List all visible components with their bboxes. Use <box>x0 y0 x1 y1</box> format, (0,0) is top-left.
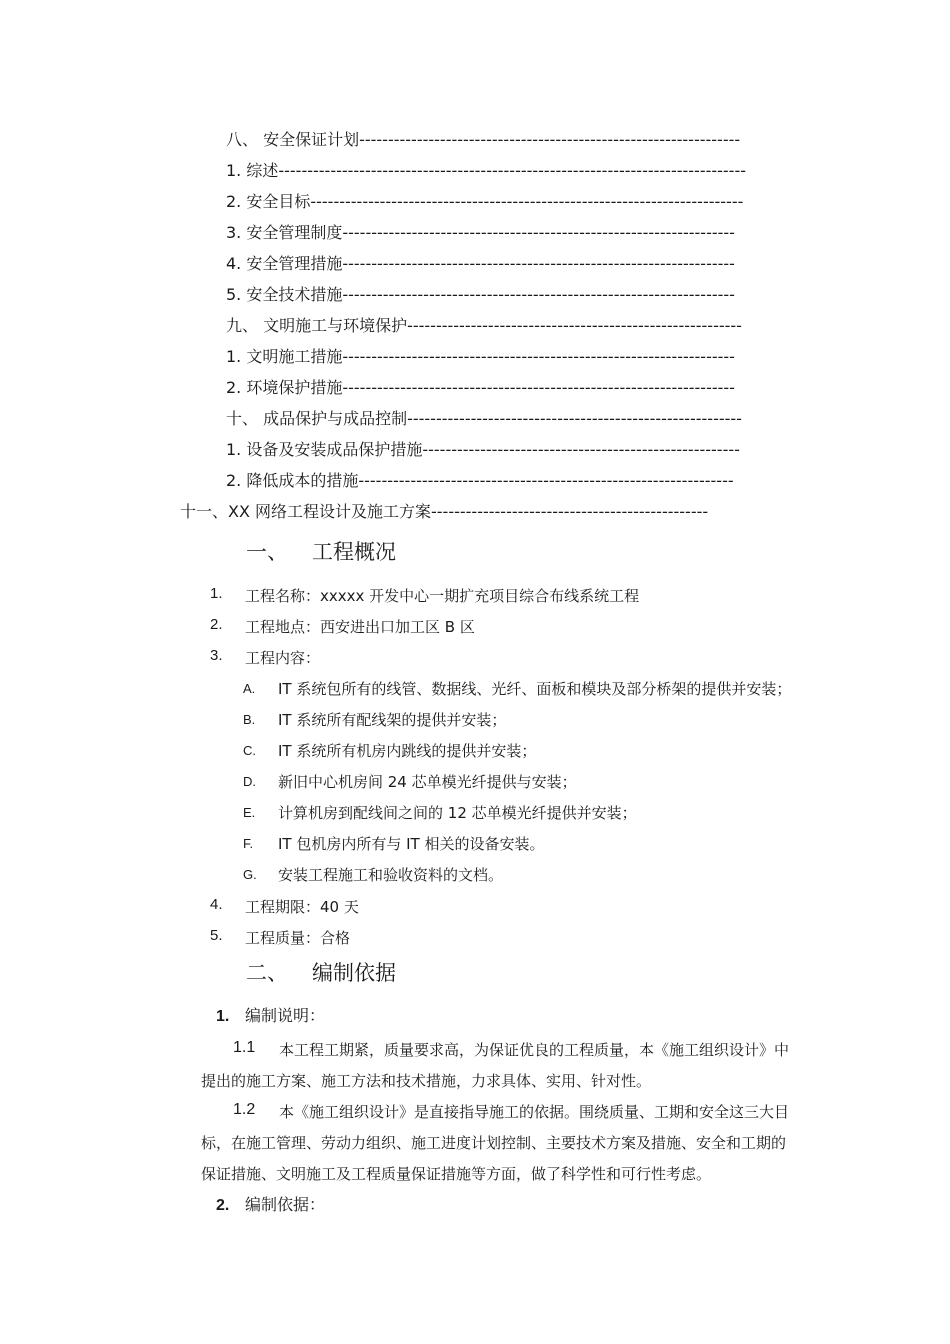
toc-item-9-2: 2. 环境保护措施-------------------------------------------------------------------- <box>226 378 735 397</box>
item-4-number: 4. <box>210 896 223 913</box>
para-1-2-line3: 保证措施、文明施工及工程质量保证措施等方面，做了科学性和可行性考虑。 <box>201 1165 712 1183</box>
subitem-f-text: IT 包机房内所有与 IT 相关的设备安装。 <box>278 835 545 853</box>
subitem-c-letter: C. <box>243 743 256 758</box>
subitem-g-text: 安装工程施工和验收资料的文档。 <box>278 866 504 884</box>
subitem-a-text: IT 系统包所有的线管、数据线、光纤、面板和模块及部分桥架的提供并安装； <box>278 680 792 698</box>
para-1-1-line1: 本工程工期紧，质量要求高，为保证优良的工程质量，本《施工组织设计》中 <box>279 1041 790 1059</box>
para-1-1-number: 1.1 <box>233 1039 256 1056</box>
toc-item-8-3: 3. 安全管理制度-------------------------------------------------------------------- <box>226 223 735 242</box>
para-1-2-line2: 标，在施工管理、劳动力组织、施工进度计划控制、主要技术方案及措施、安全和工期的 <box>201 1134 787 1152</box>
item-4-text: 工程期限：40 天 <box>245 898 359 916</box>
subitem-e-text: 计算机房到配线间之间的 12 芯单模光纤提供并安装； <box>278 804 637 822</box>
item-3-text: 工程内容： <box>245 649 321 667</box>
item-5-text: 工程质量：合格 <box>245 929 351 947</box>
toc-item-9: 九、 文明施工与环境保护---------------------------------------------------------- <box>226 316 742 335</box>
toc-item-8-1: 1. 综述--------------------------------------------------------------------------------- <box>226 161 747 180</box>
section2-number: 二、 <box>246 961 288 985</box>
subitem-e-letter: E. <box>243 805 256 820</box>
toc-item-8-5: 5. 安全技术措施-------------------------------------------------------------------- <box>226 285 735 304</box>
toc-item-10: 十、 成品保护与成品控制---------------------------------------------------------- <box>226 409 742 428</box>
item-3-number: 3. <box>210 647 223 664</box>
item-5-number: 5. <box>210 927 223 944</box>
section1-number: 一、 <box>246 540 288 564</box>
subitem-c-text: IT 系统所有机房内跳线的提供并安装； <box>278 742 537 760</box>
subitem-d-letter: D. <box>243 774 256 789</box>
section2-item1-number: 1. <box>216 1008 230 1025</box>
item-1-text: 工程名称：xxxxx 开发中心一期扩充项目综合布线系统工程 <box>245 587 640 605</box>
section2-item2-text: 编制依据： <box>245 1195 326 1214</box>
section2-title: 编制依据 <box>312 961 396 985</box>
item-2-number: 2. <box>210 616 223 633</box>
section2-item2-number: 2. <box>216 1197 230 1214</box>
toc-item-8: 八、 安全保证计划------------------------------------------------------------------ <box>226 130 741 149</box>
item-1-number: 1. <box>210 585 223 602</box>
para-1-2-number: 1.2 <box>233 1101 256 1118</box>
subitem-b-text: IT 系统所有配线架的提供并安装； <box>278 711 507 729</box>
para-1-2-line1: 本《施工组织设计》是直接指导施工的依据。围绕质量、工期和安全这三大目 <box>279 1103 790 1121</box>
subitem-g-letter: G. <box>243 867 257 882</box>
subitem-f-letter: F. <box>243 836 254 851</box>
toc-item-9-1: 1. 文明施工措施-------------------------------------------------------------------- <box>226 347 735 366</box>
toc-item-10-1: 1. 设备及安装成品保护措施------------------------------------------------------- <box>226 440 740 459</box>
toc-item-10-2: 2. 降低成本的措施----------------------------------------------------------------- <box>226 471 734 490</box>
toc-item-8-2: 2. 安全目标--------------------------------------------------------------------------- <box>226 192 744 211</box>
para-1-1-line2: 提出的施工方案、施工方法和技术措施，力求具体、实用、针对性。 <box>201 1072 652 1090</box>
section2-item1-text: 编制说明： <box>245 1006 326 1025</box>
toc-item-8-4: 4. 安全管理措施-------------------------------------------------------------------- <box>226 254 735 273</box>
subitem-a-letter: A. <box>243 681 256 696</box>
item-2-text: 工程地点：西安进出口加工区 B 区 <box>245 618 475 636</box>
subitem-d-text: 新旧中心机房间 24 芯单模光纤提供与安装； <box>278 773 577 791</box>
toc-item-11: 十一、XX 网络工程设计及施工方案------------------------------------------------ <box>180 502 709 521</box>
subitem-b-letter: B. <box>243 712 256 727</box>
section1-title: 工程概况 <box>312 540 396 564</box>
